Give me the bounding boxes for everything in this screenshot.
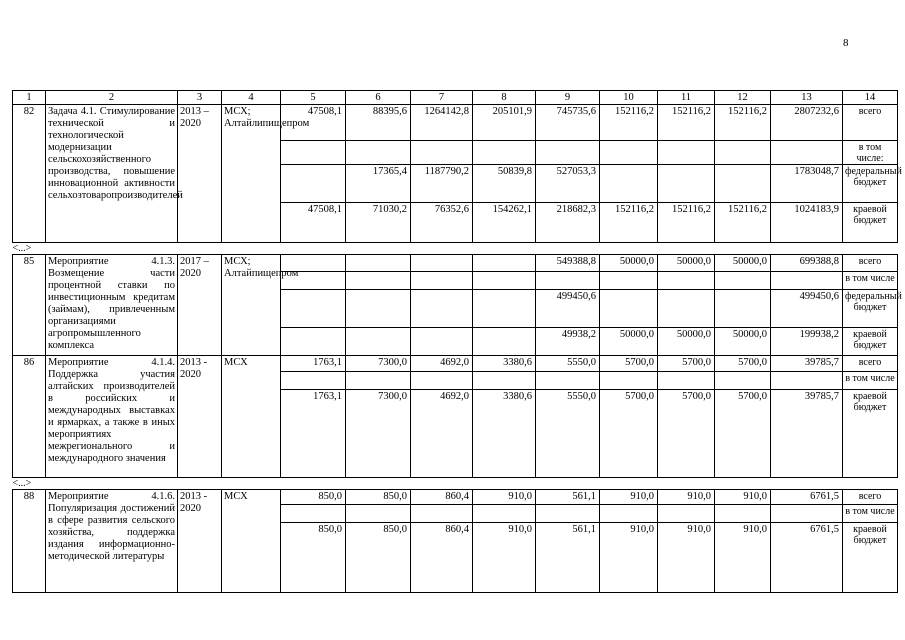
header-cell: 9 xyxy=(536,91,600,105)
value-cell xyxy=(600,272,658,290)
value-cell xyxy=(715,372,771,390)
value-cell: 50000,0 xyxy=(715,255,771,272)
value-cell xyxy=(346,272,411,290)
value-cell xyxy=(281,141,346,165)
row-executor: МСХ; Алтайпищепром xyxy=(222,255,281,356)
value-cell: 50000,0 xyxy=(715,328,771,356)
value-cell xyxy=(473,272,536,290)
value-cell: 910,0 xyxy=(658,523,715,593)
value-cell: 850,0 xyxy=(346,523,411,593)
value-cell xyxy=(281,290,346,328)
value-cell: 50000,0 xyxy=(600,255,658,272)
row-number: 82 xyxy=(13,105,46,243)
header-cell: 5 xyxy=(281,91,346,105)
row-executor: МСХ xyxy=(222,356,281,478)
value-cell xyxy=(771,372,843,390)
value-cell: 850,0 xyxy=(281,523,346,593)
value-cell: 6761,5 xyxy=(771,490,843,505)
value-cell: 5700,0 xyxy=(715,390,771,478)
funding-source: краевой бюджет xyxy=(843,328,898,356)
value-cell: 71030,2 xyxy=(346,203,411,243)
budget-table xyxy=(12,90,902,593)
value-cell: 1024183,9 xyxy=(771,203,843,243)
table-row xyxy=(13,105,898,141)
header-cell: 1 xyxy=(13,91,46,105)
value-cell xyxy=(346,141,411,165)
row-period: 2013 – 2020 xyxy=(178,105,222,243)
funding-source: в том числе xyxy=(843,505,898,523)
row-description: Мероприятие 4.1.6. Популяризация достижений в сфере развития сельского хозяйства, поддержка издания информационно-методической литературы xyxy=(46,490,178,593)
row-number: 85 xyxy=(13,255,46,356)
funding-source: всего xyxy=(843,490,898,505)
value-cell xyxy=(658,505,715,523)
value-cell: 499450,6 xyxy=(771,290,843,328)
row-period: 2013 - 2020 xyxy=(178,490,222,593)
value-cell: 205101,9 xyxy=(473,105,536,141)
value-cell: 152116,2 xyxy=(600,203,658,243)
value-cell xyxy=(281,505,346,523)
value-cell: 152116,2 xyxy=(658,105,715,141)
funding-source: федеральный бюджет xyxy=(843,165,898,203)
header-row xyxy=(13,91,898,105)
value-cell: 5700,0 xyxy=(600,390,658,478)
value-cell: 561,1 xyxy=(536,523,600,593)
value-cell xyxy=(658,165,715,203)
header-cell: 7 xyxy=(411,91,473,105)
row-description: Задача 4.1. Стимулирование технической и технологической модернизации сельскохозяйственного производства, повышение инновационной активности сельхозтоваропроизводителей xyxy=(46,105,178,243)
funding-source: всего xyxy=(843,105,898,141)
row-description: Мероприятие 4.1.4. Поддержка участия алтайских производителей в российских и международных выставках и ярмарках, а также в иных мероприятиях межрегионального и международного значения xyxy=(46,356,178,478)
header-cell: 3 xyxy=(178,91,222,105)
funding-source: федеральный бюджет xyxy=(843,290,898,328)
value-cell: 910,0 xyxy=(715,523,771,593)
value-cell: 50000,0 xyxy=(600,328,658,356)
value-cell xyxy=(411,141,473,165)
value-cell: 860,4 xyxy=(411,523,473,593)
value-cell xyxy=(411,505,473,523)
funding-source: краевой бюджет xyxy=(843,390,898,478)
value-cell xyxy=(536,141,600,165)
ellipsis-text: <...> xyxy=(13,478,898,490)
value-cell: 218682,3 xyxy=(536,203,600,243)
ellipsis-text: <...> xyxy=(13,243,898,255)
value-cell: 527053,3 xyxy=(536,165,600,203)
funding-source: в том числе: xyxy=(843,141,898,165)
value-cell: 50000,0 xyxy=(658,328,715,356)
header-cell: 4 xyxy=(222,91,281,105)
value-cell: 745735,6 xyxy=(536,105,600,141)
value-cell xyxy=(473,372,536,390)
funding-source: краевой бюджет xyxy=(843,203,898,243)
value-cell: 76352,6 xyxy=(411,203,473,243)
value-cell: 910,0 xyxy=(600,523,658,593)
value-cell: 910,0 xyxy=(658,490,715,505)
row-number: 86 xyxy=(13,356,46,478)
value-cell: 910,0 xyxy=(600,490,658,505)
header-cell: 2 xyxy=(46,91,178,105)
value-cell: 1187790,2 xyxy=(411,165,473,203)
value-cell xyxy=(771,505,843,523)
value-cell: 5550,0 xyxy=(536,356,600,372)
value-cell: 549388,8 xyxy=(536,255,600,272)
funding-source: всего xyxy=(843,356,898,372)
value-cell xyxy=(771,141,843,165)
value-cell xyxy=(281,372,346,390)
value-cell xyxy=(411,272,473,290)
funding-source: в том числе xyxy=(843,372,898,390)
value-cell xyxy=(771,272,843,290)
row-executor: МСХ xyxy=(222,490,281,593)
value-cell xyxy=(536,372,600,390)
value-cell: 39785,7 xyxy=(771,390,843,478)
page-number: 8 xyxy=(843,37,849,49)
value-cell: 50000,0 xyxy=(658,255,715,272)
value-cell xyxy=(346,328,411,356)
value-cell xyxy=(281,328,346,356)
value-cell xyxy=(346,372,411,390)
value-cell: 1763,1 xyxy=(281,356,346,372)
table-row xyxy=(13,356,898,372)
value-cell: 39785,7 xyxy=(771,356,843,372)
value-cell: 910,0 xyxy=(715,490,771,505)
value-cell: 152116,2 xyxy=(600,105,658,141)
value-cell xyxy=(715,272,771,290)
value-cell xyxy=(600,290,658,328)
value-cell xyxy=(600,372,658,390)
funding-source: в том числе xyxy=(843,272,898,290)
value-cell: 152116,2 xyxy=(658,203,715,243)
value-cell: 1783048,7 xyxy=(771,165,843,203)
value-cell xyxy=(715,165,771,203)
value-cell: 3380,6 xyxy=(473,390,536,478)
value-cell xyxy=(411,290,473,328)
value-cell: 152116,2 xyxy=(715,105,771,141)
row-executor: МСХ; Алтайлипищепром xyxy=(222,105,281,243)
value-cell: 910,0 xyxy=(473,490,536,505)
value-cell: 499450,6 xyxy=(536,290,600,328)
row-description: Мероприятие 4.1.3. Возмещение части процентной ставки по инвестиционным кредитам (займам), привлеченным организациями агропромышленного комплекса xyxy=(46,255,178,356)
value-cell xyxy=(473,141,536,165)
value-cell: 50839,8 xyxy=(473,165,536,203)
ellipsis-row xyxy=(13,478,898,490)
value-cell: 860,4 xyxy=(411,490,473,505)
header-cell: 10 xyxy=(600,91,658,105)
value-cell: 5700,0 xyxy=(715,356,771,372)
value-cell xyxy=(473,505,536,523)
value-cell: 6761,5 xyxy=(771,523,843,593)
value-cell: 47508,1 xyxy=(281,105,346,141)
value-cell: 4692,0 xyxy=(411,356,473,372)
row-period: 2013 - 2020 xyxy=(178,356,222,478)
value-cell xyxy=(346,290,411,328)
table-row xyxy=(13,255,898,272)
value-cell: 561,1 xyxy=(536,490,600,505)
header-cell: 12 xyxy=(715,91,771,105)
funding-source: всего xyxy=(843,255,898,272)
header-cell: 11 xyxy=(658,91,715,105)
value-cell: 5700,0 xyxy=(658,356,715,372)
value-cell: 49938,2 xyxy=(536,328,600,356)
row-period: 2017 – 2020 xyxy=(178,255,222,356)
value-cell: 1264142,8 xyxy=(411,105,473,141)
value-cell: 1763,1 xyxy=(281,390,346,478)
value-cell: 47508,1 xyxy=(281,203,346,243)
value-cell xyxy=(536,272,600,290)
value-cell xyxy=(411,328,473,356)
value-cell: 4692,0 xyxy=(411,390,473,478)
value-cell xyxy=(658,290,715,328)
value-cell xyxy=(473,290,536,328)
value-cell xyxy=(536,505,600,523)
value-cell xyxy=(346,505,411,523)
value-cell: 5700,0 xyxy=(600,356,658,372)
value-cell: 17365,4 xyxy=(346,165,411,203)
value-cell: 152116,2 xyxy=(715,203,771,243)
value-cell xyxy=(281,165,346,203)
value-cell: 699388,8 xyxy=(771,255,843,272)
row-number: 88 xyxy=(13,490,46,593)
header-cell: 13 xyxy=(771,91,843,105)
value-cell xyxy=(600,141,658,165)
value-cell: 5550,0 xyxy=(536,390,600,478)
header-cell: 8 xyxy=(473,91,536,105)
value-cell xyxy=(600,505,658,523)
value-cell: 5700,0 xyxy=(658,390,715,478)
value-cell xyxy=(715,290,771,328)
value-cell xyxy=(473,255,536,272)
value-cell: 850,0 xyxy=(346,490,411,505)
value-cell xyxy=(600,165,658,203)
value-cell xyxy=(473,328,536,356)
value-cell: 2807232,6 xyxy=(771,105,843,141)
funding-source: краевой бюджет xyxy=(843,523,898,593)
value-cell: 154262,1 xyxy=(473,203,536,243)
value-cell: 88395,6 xyxy=(346,105,411,141)
value-cell: 910,0 xyxy=(473,523,536,593)
value-cell xyxy=(658,272,715,290)
ellipsis-row xyxy=(13,243,898,255)
header-cell: 14 xyxy=(843,91,898,105)
value-cell: 7300,0 xyxy=(346,356,411,372)
value-cell: 7300,0 xyxy=(346,390,411,478)
value-cell xyxy=(411,255,473,272)
header-cell: 6 xyxy=(346,91,411,105)
value-cell xyxy=(715,141,771,165)
value-cell xyxy=(658,372,715,390)
value-cell xyxy=(346,255,411,272)
table-row xyxy=(13,490,898,505)
value-cell xyxy=(658,141,715,165)
value-cell xyxy=(715,505,771,523)
value-cell: 3380,6 xyxy=(473,356,536,372)
value-cell: 850,0 xyxy=(281,490,346,505)
value-cell xyxy=(411,372,473,390)
value-cell: 199938,2 xyxy=(771,328,843,356)
